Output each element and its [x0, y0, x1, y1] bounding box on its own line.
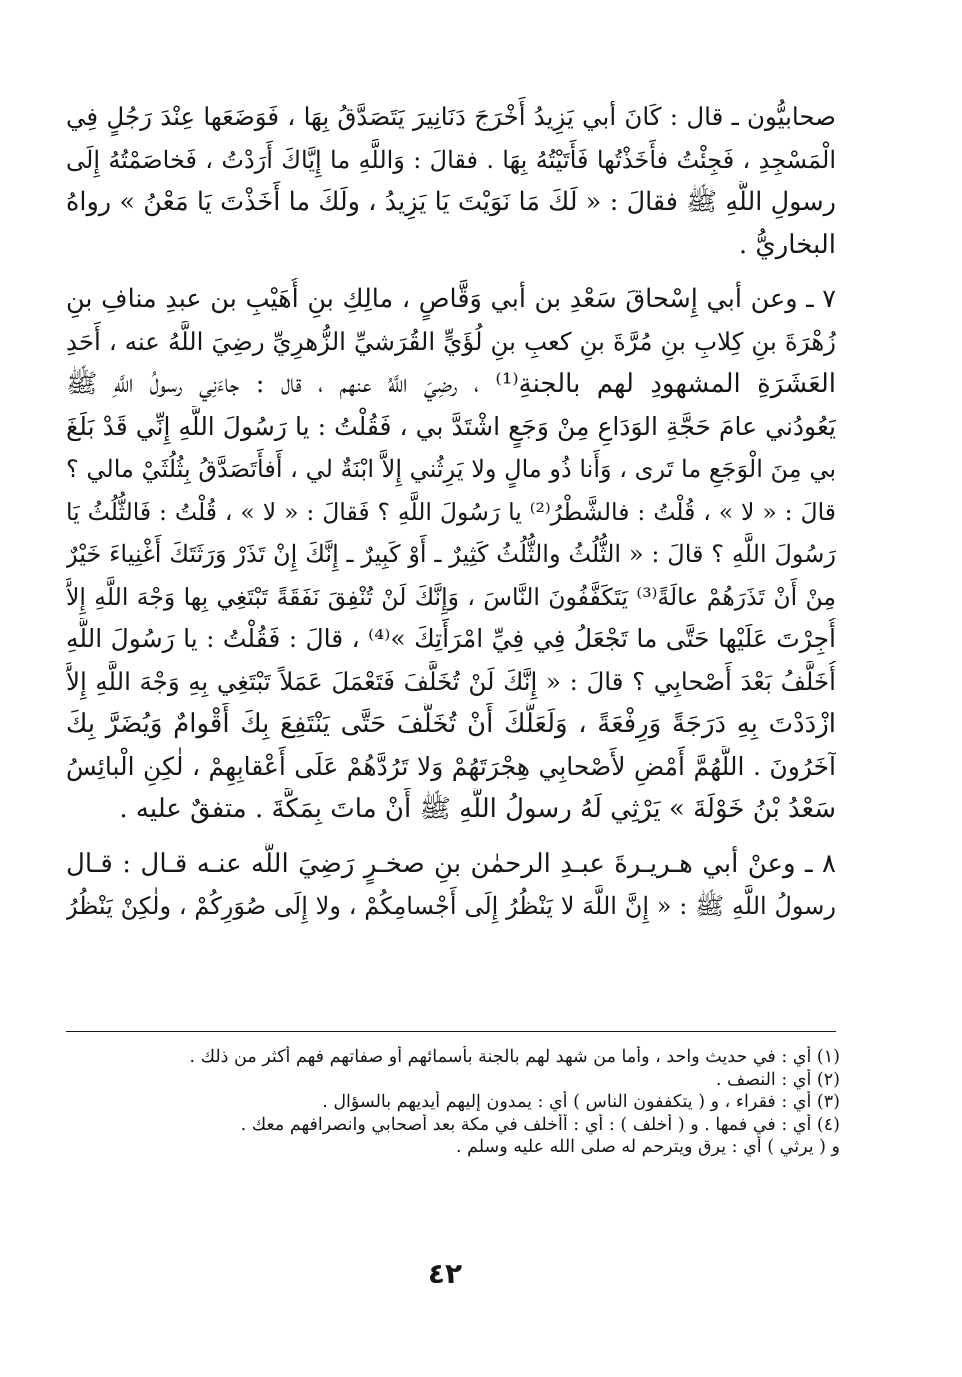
text-line: زُهْرَةَ بنِ كِلابِ بنِ مُرَّةَ بنِ كعبِ بنِ لُؤَيٍّ القُرَشيِّ الزُّهرِيِّ رضِيَ اللَّهُ عنه ، أَحَدِ [66, 326, 836, 356]
text-line: سَعْدُ بْنُ خَوْلَةَ » يَرْثِي لَهُ رسولُ اللَّهِ ﷺ أَنْ ماتَ بِمَكَّةَ . متفقٌ عليه . [119, 794, 836, 824]
text-line: البخاريُّ . [738, 229, 836, 260]
paragraph-gap [66, 831, 836, 843]
text-line: ٨ ـ وعنْ أبي هـريـرةَ عبـدِ الرحمٰن بنِ صخـرٍ رَضِيَ اللَّه عنـه قـال : قـال [66, 848, 836, 879]
text-line: ازْدَدْتَ بِهِ دَرَجَةً وَرِفْعَةً ، وَلَعَلَّكَ أَنْ تُخَلَّفَ حَتَّى يَنْتَفِعَ بِكَ أَقْوامٌ وَيُضَرَّ بِكَ [66, 709, 836, 739]
text-line: أُخَلَّفُ بَعْدَ أَصْحابِي ؟ قالَ : « إِنَّكَ لَنْ تُخَلَّفَ فَتَعْمَلَ عَمَلاً تَبْتَغِي بِهِ وَجْهَ اللَّهِ إِلاَّ [66, 666, 836, 696]
footnotes [96, 1046, 840, 1159]
text-line: آخَرُونَ . اللَّهُمَّ أَمْضِ لأَصْحابِي هِجْرَتَهُمْ وَلا تَرُدَّهُمْ عَلَى أَعْقابِهِمْ ، لٰكِنِ الْبائِسُ [66, 751, 836, 781]
footnote-4: (٤) أي : في فمها . و ( أخلف ) : أي : أأخلف في مكة بعد أصحابي وانصرافهم معك . [240, 1114, 840, 1135]
text-line: يَعُودُني عامَ حَجَّةِ الوَدَاعِ مِنْ وَجَعٍ اشْتَدَّ بي ، فَقُلْتُ : يا رَسُولَ اللَّهِ إِنِّي قَدْ بَلَغَ [66, 411, 836, 441]
text-line: الْمَسْجِدِ ، فَجِئْتُ فأَخَذْتُها فَأَتَيْتُهُ بِهَا . فقالَ : وَاللَّهِ ما إِيَّاكَ أَرَدْتُ ، فَخاصَمْتُهُ إِلَى [66, 145, 836, 174]
paragraph-hadith-8 [66, 843, 836, 928]
text-line: رسولُ اللَّهِ ﷺ : « إِنَّ اللَّهَ لا يَنْظُرُ إِلَى أَجْسامِكُمْ ، ولا إِلَى صُوَرِكُمْ ، ولٰكِنْ يَنْظُرُ [66, 892, 836, 920]
paragraph-hadith-7 [66, 278, 836, 831]
footnote-4-continued: و ( يرثي ) أي : يرق ويترحم له صلى الله عليه وسلم . [455, 1137, 840, 1157]
text-line: أُجِرْتَ عَلَيْها حَتَّى ما تَجْعَلُ فِي فِيِّ امْرَأَتِكَ »⁽⁴⁾ ، قالَ : فَقُلْتُ : يا رَسُولَ اللَّهِ [66, 624, 836, 653]
footnote-divider [66, 1031, 836, 1032]
text-line: مِنْ أَنْ تَذَرَهُمْ عالَةً⁽³⁾ يَتَكَفَّفُونَ النَّاسَ ، وَإِنَّكَ لَنْ تُنْفِقَ نَفَقَةً تَبْتَغِي بِها وَجْهَ اللَّهِ إِلاَّ [66, 582, 836, 611]
main-text [66, 96, 836, 928]
paragraph-1 [66, 96, 836, 266]
text-line: رَسُولَ اللَّهِ ؟ قالَ : « الثُّلُثُ والثُّلُثُ كَثِيرٌ ـ أَوْ كَبِيرٌ ـ إِنَّكَ إِنْ تَذَرْ وَرَثَتَكَ أَغْنِياءَ خَيْرٌ [66, 540, 836, 568]
paragraph-gap [66, 266, 836, 278]
footnote-3: (٣) أي : فقراء ، و ( يتكففون الناس ) أي : يمدون إليهم أيديهم بالسؤال . [322, 1092, 840, 1112]
text-line: صحابيُّون ـ قال : كَانَ أبي يَزِيدُ أَخْرَجَ دَنَانِيرَ يَتَصَدَّقُ بِهَا ، فَوَضَعَها عِنْدَ رَجُلٍ فِي [66, 102, 836, 131]
footnote-2: (٢) أي : النصف . [715, 1069, 840, 1090]
page-number: ٤٢ [427, 1257, 463, 1290]
text-line: بي مِنَ الْوَجَعِ ما تَرى ، وَأَنا ذُو مالٍ ولا يَرِثُني إِلاَّ ابْنَةٌ لي ، أَفأَتَصَدَّقُ بِثُلُثَيْ مالي ؟ [66, 455, 836, 483]
text-line: قالَ : « لا » ، قُلْتُ : فالشَّطْرُ⁽²⁾ يا رَسُولَ اللَّهِ ؟ فَقالَ : « لا » ، قُلْتُ : فَالثُّلُثُ يَا [66, 497, 836, 526]
text-line: ٧ ـ وعن أبي إِسْحاقَ سَعْدِ بن أبي وَقَّاصٍ ، مالِكِ بنِ أُهَيْبِ بن عبدِ منافِ بنِ [66, 284, 836, 314]
text-line: رسولِ اللَّهِ ﷺ فقالَ : « لَكَ مَا نَوَيْتَ يَا يَزِيدُ ، ولَكَ ما أَخَذْتَ يَا مَعْنُ » رواهُ [66, 187, 836, 217]
text-line: العَشَرَةِ المشهودِ لهم بالجنةِ⁽¹⁾ ، رضِيَ اللَّهُ عنهم ، قال : جاءَنِي رسولُ اللَّهِ ﷺ [66, 369, 836, 399]
footnote-1: (١) أي : في حديث واحد ، وأما من شهد لهم بالجنة بأسمائهم أو صفاتهم فهم أكثر من ذلك . [189, 1047, 840, 1067]
